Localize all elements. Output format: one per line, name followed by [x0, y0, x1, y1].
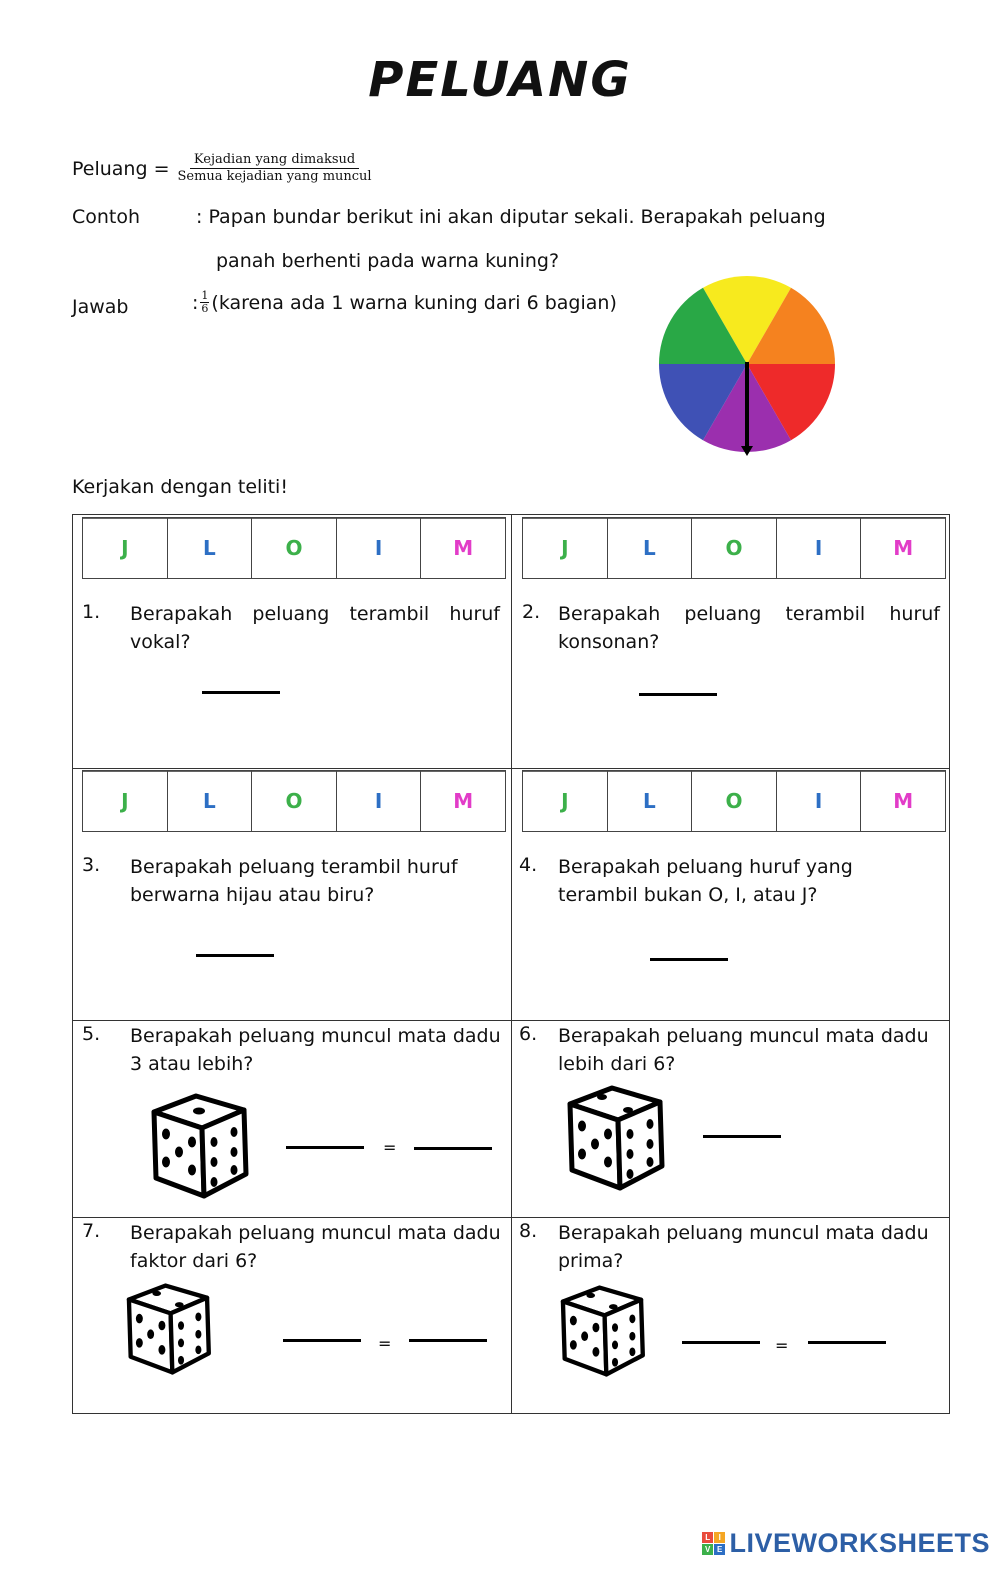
dice-icon [562, 1082, 668, 1194]
letter-card: M [861, 518, 945, 578]
jawab-numerator: 1 [201, 289, 209, 302]
jawab-text: (karena ada 1 warna kuning dari 6 bagian) [211, 291, 617, 314]
letter-card: M [421, 518, 505, 578]
formula-fraction [174, 152, 376, 185]
jawab-answer [192, 290, 617, 315]
contoh-label: Contoh [72, 206, 141, 228]
question-number: 3. [82, 854, 101, 876]
letter-card: L [608, 771, 693, 831]
answer-blank[interactable] [202, 691, 280, 694]
instruction: Kerjakan dengan teliti! [72, 476, 288, 498]
equals-sign: = [378, 1334, 392, 1353]
question-number: 4. [519, 854, 538, 876]
letter-cards [522, 770, 946, 832]
question-number: 5. [82, 1023, 101, 1045]
formula-label: Peluang = [72, 157, 170, 180]
grid-border-top [72, 514, 950, 515]
liveworksheets-logo [702, 1528, 990, 1559]
letter-card: J [523, 518, 608, 578]
question-number: 6. [519, 1023, 538, 1045]
jawab-label: Jawab [72, 296, 129, 318]
letter-cards [82, 770, 506, 832]
answer-blank[interactable] [409, 1339, 487, 1342]
answer-blank[interactable] [196, 954, 274, 957]
letter-card: J [523, 771, 608, 831]
letter-card: O [252, 771, 337, 831]
question-text: Berapakah peluang terambil huruf berwarna hijau atau biru? [130, 856, 458, 906]
letter-card: J [83, 518, 168, 578]
letter-card: L [168, 518, 253, 578]
grid-row-divider-2 [72, 1020, 950, 1021]
question-text: Berapakah peluang huruf yang terambil bukan O, I, atau J? [558, 856, 853, 906]
page-title: PELUANG [368, 52, 632, 108]
equals-sign: = [383, 1138, 397, 1157]
letter-cards [522, 517, 946, 579]
letter-card: M [421, 771, 505, 831]
jawab-denominator: 6 [201, 302, 209, 315]
letter-card: I [777, 771, 862, 831]
letter-card: O [692, 771, 777, 831]
letter-card: I [337, 518, 422, 578]
question-text: Berapakah peluang muncul mata dadu faktor dari 6? [130, 1222, 501, 1272]
jawab-fraction [200, 290, 209, 315]
question-text: Berapakah peluang muncul mata dadu prima? [558, 1222, 929, 1272]
letter-card: O [252, 518, 337, 578]
question-number: 7. [82, 1220, 101, 1242]
equals-sign: = [775, 1336, 789, 1355]
jawab-colon: : [192, 291, 199, 314]
answer-blank[interactable] [283, 1339, 361, 1342]
letter-card: J [83, 771, 168, 831]
question-text: Berapakah peluang muncul mata dadu lebih dari 6? [558, 1025, 929, 1075]
question-text: Berapakah peluang terambil huruf vokal? [130, 603, 500, 653]
answer-blank[interactable] [414, 1147, 492, 1150]
dice-icon [556, 1282, 648, 1380]
answer-blank[interactable] [639, 693, 717, 696]
letter-card: L [168, 771, 253, 831]
letter-card: I [337, 771, 422, 831]
letter-card: L [608, 518, 693, 578]
answer-blank[interactable] [650, 958, 728, 961]
grid-row-divider-3 [72, 1217, 950, 1218]
grid-border-right [949, 514, 950, 1414]
grid-border-bottom [72, 1413, 950, 1414]
question-number: 1. [82, 601, 101, 623]
contoh-line1: : Papan bundar berikut ini akan diputar sekali. Berapakah peluang [196, 206, 826, 228]
brand-text: LIVEWORKSHEETS [729, 1528, 990, 1558]
letter-card: M [861, 771, 945, 831]
contoh-line2: panah berhenti pada warna kuning? [216, 250, 560, 272]
answer-blank[interactable] [682, 1341, 760, 1344]
question-text: Berapakah peluang terambil huruf konsonan? [558, 603, 940, 653]
grid-divider-vertical [511, 514, 512, 1414]
logo-icon: L I V E [702, 1532, 725, 1555]
letter-card: I [777, 518, 862, 578]
question-text: Berapakah peluang muncul mata dadu 3 atau lebih? [130, 1025, 501, 1075]
question-number: 2. [522, 601, 541, 623]
color-spinner [655, 272, 839, 458]
formula-numerator: Kejadian yang dimaksud [190, 152, 359, 169]
dice-icon [146, 1090, 252, 1202]
answer-blank[interactable] [703, 1135, 781, 1138]
answer-blank[interactable] [286, 1146, 364, 1149]
letter-card: O [692, 518, 777, 578]
grid-border-left [72, 514, 73, 1414]
dice-icon [122, 1280, 214, 1378]
grid-row-divider-1 [72, 768, 950, 769]
letter-cards [82, 517, 506, 579]
question-number: 8. [519, 1220, 538, 1242]
formula [72, 152, 376, 185]
formula-denominator: Semua kejadian yang muncul [177, 169, 372, 184]
answer-blank[interactable] [808, 1341, 886, 1344]
